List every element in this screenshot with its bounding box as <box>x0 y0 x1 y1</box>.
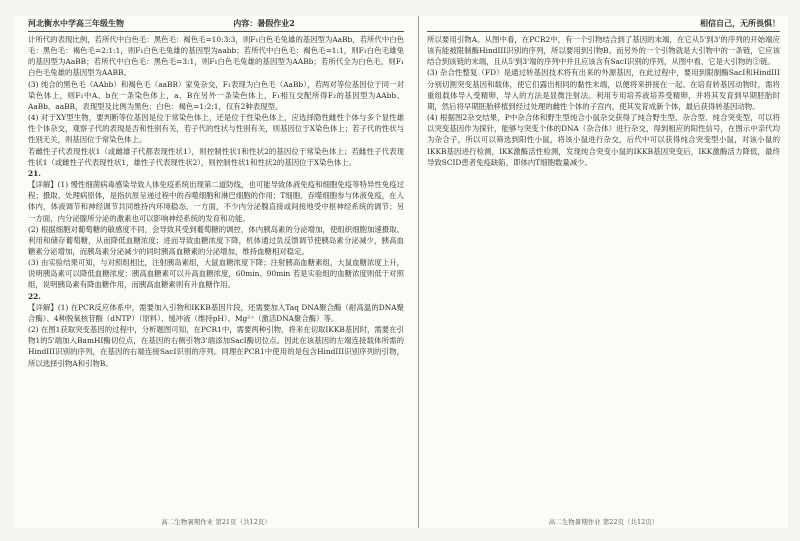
right-column <box>418 16 788 528</box>
left-column <box>20 16 412 528</box>
paragraph: 计所代的表现比例，若所代中白色毛：黑色毛：褐色毛=10:3:3，则F₁白色毛兔雄的基因型为AaBb，若所代中白色毛：黑色毛：褐色毛=2:1:1，则F₁白色毛兔雄的基因型为aabb；若所代中白色毛：褐色毛=1:1，则F₁白色毛雄兔的基因型为AaBB；若所代中白色毛：黑色毛=3:1，则F₁白色毛兔雄的基因型为AABb；若所代全为白色毛，则F₁白色毛兔雄的基因型为AABB。 <box>28 35 404 78</box>
right-body <box>427 34 780 168</box>
page-footer-left: 高二生物暑期作业 第21页（共12页） <box>161 518 271 526</box>
paragraph: 若雌性子代表现性状1（或雌雄子代都表现性状1），则控制性状1和性状2的基因位于常染色体上；若雌性子代表现性状1（或雌性子代表现性状1，雄性子代表现性状2），则控制性状1和性状2的基因位于X染色体上。 <box>28 146 404 167</box>
school-title: 河北衡水中学高三年级生物 <box>28 18 124 28</box>
paragraph: (4) 对于XY型生物，要判断等位基因是位于常染色体上，还是位于性染色体上，应选择隐性雌性个体与多个显性雄性个体杂交，观察子代的表现是否和性别有关，若子代的性状与性别有关，则基因位于X染色体上；若子代的性状与性别无关，则基因位于常染色体上。 <box>28 113 404 145</box>
paragraph: (3) 纯合的黑色毛（AAbb）和褐色毛（aaBB）家兔杂交，F₁表现为白色毛（AaBb），若两对等位基因位于同一对染色体上，则F₁中A、b在一条染色体上，a、B在另外一条染色体上，F₁相互交配所得F₂的基因型为AAbb、AaBb、aaBB，表现型及比例为黑色：白色：褐色=1:2:1，仅有2种表现型。 <box>28 79 404 111</box>
page-footer-right: 高二生物暑期作业 第22页（共12页） <box>548 518 659 526</box>
question-number: 21. <box>28 168 41 178</box>
left-body <box>28 34 404 369</box>
paragraph: 【详解】(1) 在PCR反应体系中，需要加入引物和IKKB基因片段，还需要加入Taq DNA聚合酶（耐高温的DNA聚合酶）、4种脱氧核苷酸（dNTP）（原料）、缓冲液（维持pH）、Mg²⁺（激活DNA聚合酶）等。 <box>28 302 404 323</box>
paragraph: 【详解】(1) 慢性细菌病毒感染导致人体免疫系统出现第二道防线，也可能导致体液免疫和细胞免疫等特异性免疫过程；摄取、处理病原体，是指抗原呈递过程中的吞噬细胞和淋巴细胞的作用；T细胞、吞噬细胞参与体液免疫，在人体内，体液调节和神经调节共同维持内环境稳态，一方面，不少内分泌腺直接或间接地受中枢神经系统的调节；另一方面，内分泌腺所分泌的激素也可以影响神经系统的发育和功能。 <box>28 180 404 223</box>
page-header-right <box>427 16 780 32</box>
paragraph: (2) 根据细胞对葡萄糖的敏感度不同，会导致其受到葡萄糖的调控，体内胰岛素的分泌增加，使组织细胞加速摄取、利用和储存葡萄糖，从而降低血糖浓度；进而导致血糖浓度下降，机体通过负反馈调节使胰岛素分泌减少，胰高血糖素分泌增加，而胰岛素分泌减少的同时胰高血糖素的分泌增加，维持血糖相对稳定。 <box>28 224 404 256</box>
page-header-left <box>28 16 404 32</box>
paragraph: 所以要用引物A。从图中看，在PCR2中，有一个引物结合到了基因的末端，在它从5'到3'的序列的开始端应该有能被限制酶HindIII识别的序列，所以要用到引物B。而另外的一个引物就是大引物中的一条链，它应该结合到该链的末端，且从5'到3'端的序列中并且应该含有SacI识别的序列，从图中看，它是大引物的②链。 <box>427 35 780 67</box>
paragraph: (2) 在图1获取突变基因的过程中，分析题图可知，在PCR1中，需要两种引物，将来在切取IKKB基因时，需要在引物1的5'端加入BamHI酶切位点，在基因的右侧引物3'端添加SacI酶切位点。因此在该基因的左端连接载体所需的HindIII识别的序列，在基因的右端连接SacI识别的序列。同理在PCR1中使用的是包含HindIII识别序列的引物，所以选择引物A和引物B。 <box>28 325 404 368</box>
paragraph: (4) 根据图2杂交结果，P中杂合体和野生型纯合小鼠杂交获得了纯合野生型、杂合型、纯合突变型，可以将以突变基因作为探针，能够与突变个体的DNA（杂合体）进行杂交，得到相应的阳性信号，在图示中亲代均为杂合子，所以可以筛选到阳性小鼠，将该小鼠进行杂交，后代中可以获得纯合突变型小鼠，对该小鼠的IKKB基因进行检测，IKK激酶活性检测，发现纯合突变小鼠的IKKB基因突变后，IKK激酶活力降低，最终导致SCID患者免疫缺陷，即体内T细胞数量减少。 <box>427 113 780 167</box>
question-number: 22. <box>28 291 41 301</box>
motto: 相信自己，无所畏惧！ <box>700 18 780 28</box>
paragraph: (3) 由实验结果可知，与对照组相比，注射胰岛素组，大鼠血糖浓度下降；注射胰高血糖素组，大鼠血糖浓度上升，说明胰岛素可以降低血糖浓度；胰高血糖素可以升高血糖浓度，60min、90min 若是实验组的血糖浓度则低于对照组，说明胰岛素有降血糖作用，而胰高血糖素则有升血糖作用。 <box>28 258 404 290</box>
paragraph: (3) 杂合性整复（FD）是通过转基因技术将有出来的外源基因，在此过程中，要用到限制酶SacI和HindIII分别切割突变基因和载体，使它们露出相同的黏性末端，以便将来拼接在一起。在培育转基因动物时，需将重组载体导入受精卵，导入的方法是显微注射法。利用专用培养液培养受精卵，并将其发育到早期胚胎时期，然后将早期胚胎移植到经过处理的雌性个体的子宫内，使其发育成新个体，最后获得转基因动物。 <box>427 68 780 111</box>
exam-sheet <box>14 16 788 528</box>
content-label: 内容：暑假作业2 <box>233 18 295 28</box>
